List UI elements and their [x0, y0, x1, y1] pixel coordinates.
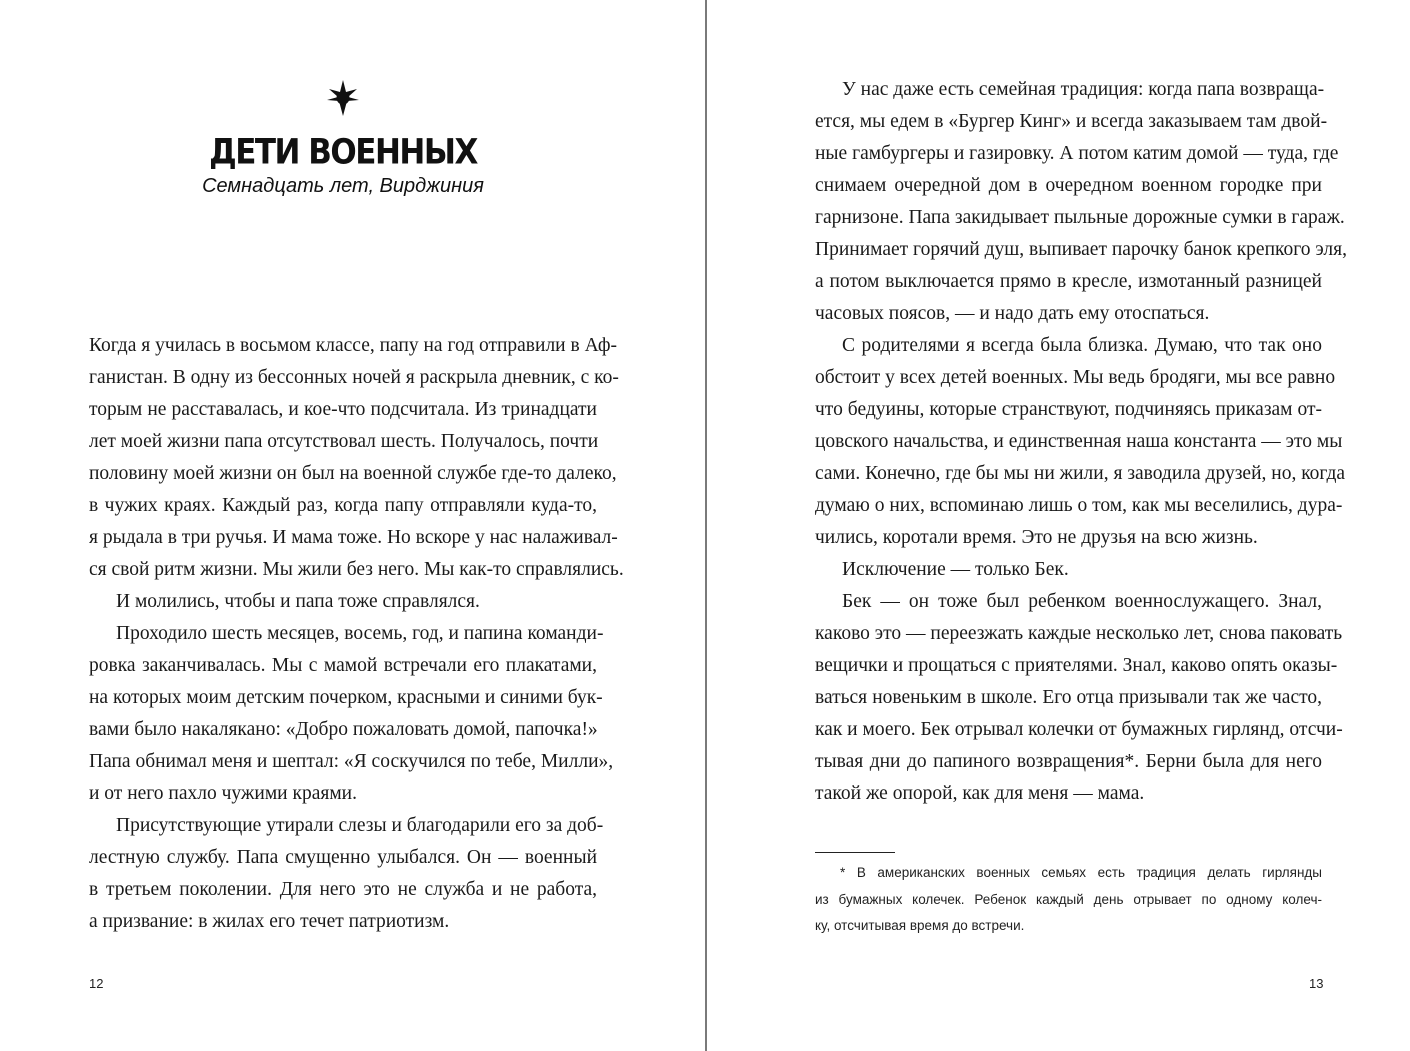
page-number: 12	[89, 976, 104, 991]
text-line: лет моей жизни папа отсутствовал шесть. Получалось, почти	[89, 431, 599, 452]
text-line: что бедуины, которые странствуют, подчиняясь приказам от-	[815, 399, 1322, 420]
text-line: на которых моим детским почерком, красными и синими бук-	[89, 687, 603, 708]
page-number: 13	[1309, 976, 1324, 991]
footnote-rule	[815, 852, 895, 853]
footnote-line: ку, отсчитывая время до встречи.	[815, 918, 1025, 933]
text-line: ганистан. В одну из бессонных ночей я раскрыла дневник, с ко-	[89, 367, 619, 388]
text-line: тывая дни до папиного возвращения*. Берни была для него	[815, 751, 1322, 772]
text-line: обстоит у всех детей военных. Мы ведь бродяги, мы все равно	[815, 367, 1336, 388]
text-line: такой же опорой, как для меня — мама.	[815, 783, 1145, 804]
text-line: цовского начальства, и единственная наша константа — это мы	[815, 431, 1343, 452]
text-line: снимаем очередной дом в очередном военном городке при	[815, 175, 1322, 196]
text-line: У нас даже есть семейная традиция: когда папа возвраща-	[842, 79, 1325, 100]
text-line: торым не расставалась, и кое-что подсчитала. Из тринадцати	[89, 399, 597, 420]
text-line: а потом выключается прямо в кресле, измотанный разницей	[815, 271, 1322, 292]
text-line: половину моей жизни он был на военной службе где-то далеко,	[89, 463, 617, 484]
text-line: ся свой ритм жизни. Мы жили без него. Мы как-то справлялись.	[89, 559, 624, 580]
text-line: ется, мы едем в «Бургер Кинг» и всегда заказываем там двой-	[815, 111, 1328, 132]
text-line: Папа обнимал меня и шептал: «Я соскучился по тебе, Милли»,	[89, 751, 614, 772]
text-line: я рыдала в три ручья. И мама тоже. Но вскоре у нас налаживал-	[89, 527, 618, 548]
footnote-line: из бумажных колечек. Ребенок каждый день отрывает по одному колеч-	[815, 891, 1322, 907]
text-line: и от него пахло чужими краями.	[89, 783, 357, 804]
text-line: думаю о них, вспоминаю лишь о том, как мы веселились, дура-	[815, 495, 1343, 516]
text-line: гарнизоне. Папа закидывает пыльные дорожные сумки в гараж.	[815, 207, 1345, 228]
footnote-line: * В американских военных семьях есть традиция делать гирлянды	[840, 865, 1322, 880]
text-line: как и моего. Бек отрывал колечки от бумажных гирлянд, отсчи-	[815, 719, 1343, 740]
text-line: Проходило шесть месяцев, восемь, год, и папина команди-	[116, 623, 604, 644]
text-line: Принимает горячий душ, выпивает парочку банок крепкого эля,	[815, 239, 1347, 260]
chapter-title: ДЕТИ ВОЕННЫХ	[209, 132, 477, 173]
text-line: Бек — он тоже был ребенком военнослужащего. Знал,	[842, 591, 1322, 612]
footnote	[815, 860, 1322, 940]
text-line: И молились, чтобы и папа тоже справлялся.	[116, 591, 480, 612]
text-line: Присутствующие утирали слезы и благодарили его за доб-	[116, 815, 604, 836]
compass-star-icon	[327, 80, 359, 116]
text-line: часовых поясов, — и надо дать ему отоспаться.	[815, 303, 1210, 324]
text-line: вами было накалякано: «Добро пожаловать домой, папочка!»	[89, 719, 598, 740]
text-line: лестную службу. Папа смущенно улыбался. Он — военный	[89, 847, 597, 868]
text-line: сами. Конечно, где бы мы ни жили, я заводила друзей, но, когда	[815, 463, 1346, 484]
text-line: в третьем поколении. Для него это не служба и не работа,	[89, 879, 597, 900]
text-line: ровка заканчивалась. Мы с мамой встречали его плакатами,	[89, 655, 597, 676]
text-line: каково это — переезжать каждые несколько лет, снова паковать	[815, 623, 1343, 644]
right-page	[707, 0, 1410, 1051]
text-line: в чужих краях. Каждый раз, когда папу отправляли куда-то,	[89, 495, 597, 516]
text-line: Исключение — только Бек.	[842, 559, 1069, 580]
text-line: а призвание: в жилах его течет патриотизм.	[89, 911, 450, 932]
chapter-subtitle: Семнадцать лет, Вирджиния	[202, 175, 484, 197]
text-line: ные гамбургеры и газировку. А потом катим домой — туда, где	[815, 143, 1339, 164]
right-page-body	[815, 74, 1347, 810]
text-line: вещички и прощаться с приятелями. Знал, каково опять оказы-	[815, 655, 1338, 676]
text-line: С родителями я всегда была близка. Думаю, что так оно	[842, 335, 1322, 356]
text-line: чились, коротали время. Это не друзья на всю жизнь.	[815, 527, 1258, 548]
text-line: Когда я училась в восьмом классе, папу на год отправили в Аф-	[89, 335, 618, 356]
text-line: ваться новеньким в школе. Его отца призывали так же часто,	[815, 687, 1322, 708]
left-page-body	[89, 330, 624, 938]
